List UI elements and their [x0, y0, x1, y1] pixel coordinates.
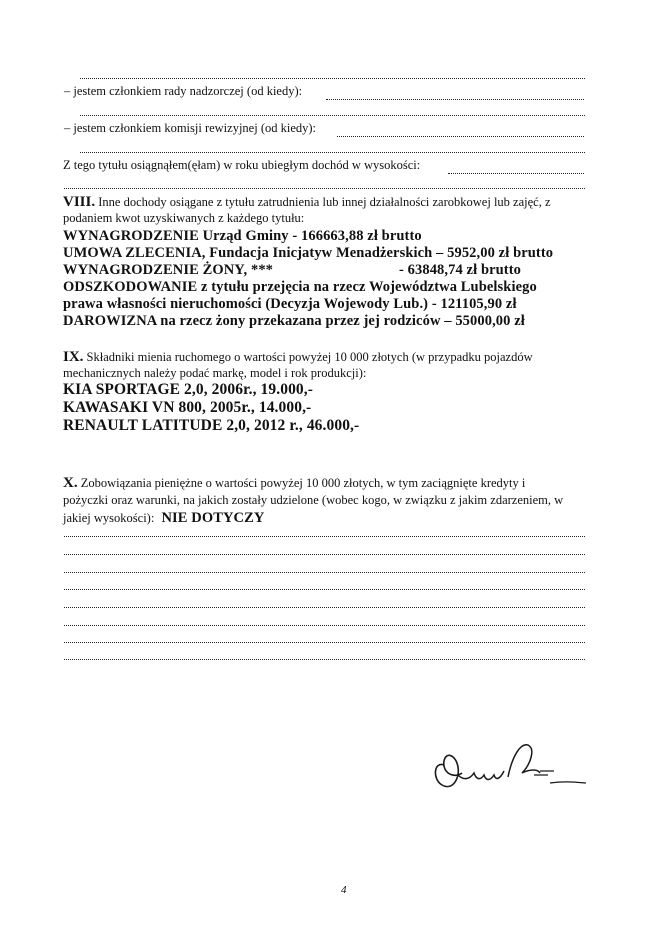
blank-line — [80, 115, 585, 116]
blank-line — [64, 659, 585, 660]
section-10-answer: NIE DOTYCZY — [161, 510, 265, 526]
blank-line — [64, 572, 585, 573]
blank-line — [448, 173, 584, 174]
blank-line — [64, 188, 585, 189]
section-9-intro-2: mechanicznych należy podać markę, model i rok produkcji): — [63, 366, 367, 380]
income-entry: WYNAGRODZENIE ŻONY, *** — [63, 262, 274, 278]
blank-line — [64, 642, 585, 643]
blank-line — [80, 152, 585, 153]
section-9-number: IX. — [63, 349, 84, 365]
section-10-intro — [63, 475, 525, 492]
income-amount: - 63848,74 zł brutto — [399, 262, 522, 278]
blank-line — [337, 136, 584, 137]
blank-line — [80, 78, 585, 79]
income-label: Z tego tytułu osiągnąłem(ęłam) w roku ubiegłym dochód w wysokości: — [63, 158, 421, 172]
income-entry: ODSZKODOWANIE z tytułu przejęcia na rzecz Województwa Lubelskiego — [63, 279, 537, 295]
section-8-number: VIII. — [63, 194, 96, 210]
section-8-intro-2: podaniem kwot uzyskiwanych z każdego tytułu: — [63, 211, 305, 225]
page-number: 4 — [341, 884, 347, 896]
vehicle-entry: KIA SPORTAGE 2,0, 2006r., 19.000,- — [63, 381, 314, 398]
blank-line — [64, 536, 585, 537]
handwritten-signature — [430, 735, 590, 810]
section-10-intro-1: Zobowiązania pieniężne o wartości powyżej 10 000 złotych, w tym zaciągnięte kredyty i — [80, 476, 526, 490]
section-10-number: X. — [63, 475, 78, 491]
board-membership-label: – jestem członkiem rady nadzorczej (od kiedy): — [64, 84, 303, 98]
income-entry: prawa własności nieruchomości (Decyzja Wojewody Lub.) - 121105,90 zł — [63, 296, 517, 312]
blank-line — [64, 625, 585, 626]
section-9-intro — [63, 349, 533, 366]
board-membership-line — [64, 84, 302, 99]
blank-line — [326, 99, 584, 100]
income-entry: DAROWIZNA na rzecz żony przekazana przez jej rodziców – 55000,00 zł — [63, 313, 525, 329]
blank-line — [64, 554, 585, 555]
audit-committee-label: – jestem członkiem komisji rewizyjnej (od kiedy): — [64, 121, 317, 135]
section-10-intro-2: pożyczki oraz warunki, na jakich zostały udzielone (wobec kogo, w związku z jakim zdarzeniem, w — [63, 493, 564, 507]
section-9-intro-1: Składniki mienia ruchomego o wartości powyżej 10 000 złotych (w przypadku pojazdów — [86, 350, 533, 364]
income-line — [63, 158, 420, 173]
section-10-intro-3 — [63, 510, 264, 527]
section-8-intro — [63, 194, 551, 211]
income-entry: UMOWA ZLECENIA, Fundacja Inicjatyw Menadżerskich – 5952,00 zł brutto — [63, 245, 554, 261]
income-entry: WYNAGRODZENIE Urząd Gminy - 166663,88 zł brutto — [63, 228, 422, 244]
blank-line — [64, 589, 585, 590]
audit-committee-line — [64, 121, 316, 136]
section-8-intro-1: Inne dochody osiągane z tytułu zatrudnienia lub innej działalności zarobkowej lub zajęć, z — [98, 195, 551, 209]
vehicle-entry: KAWASAKI VN 800, 2005r., 14.000,- — [63, 399, 312, 416]
section-10-intro-3-text: jakiej wysokości): — [63, 511, 155, 525]
vehicle-entry: RENAULT LATITUDE 2,0, 2012 r., 46.000,- — [63, 417, 360, 434]
blank-line — [64, 607, 585, 608]
